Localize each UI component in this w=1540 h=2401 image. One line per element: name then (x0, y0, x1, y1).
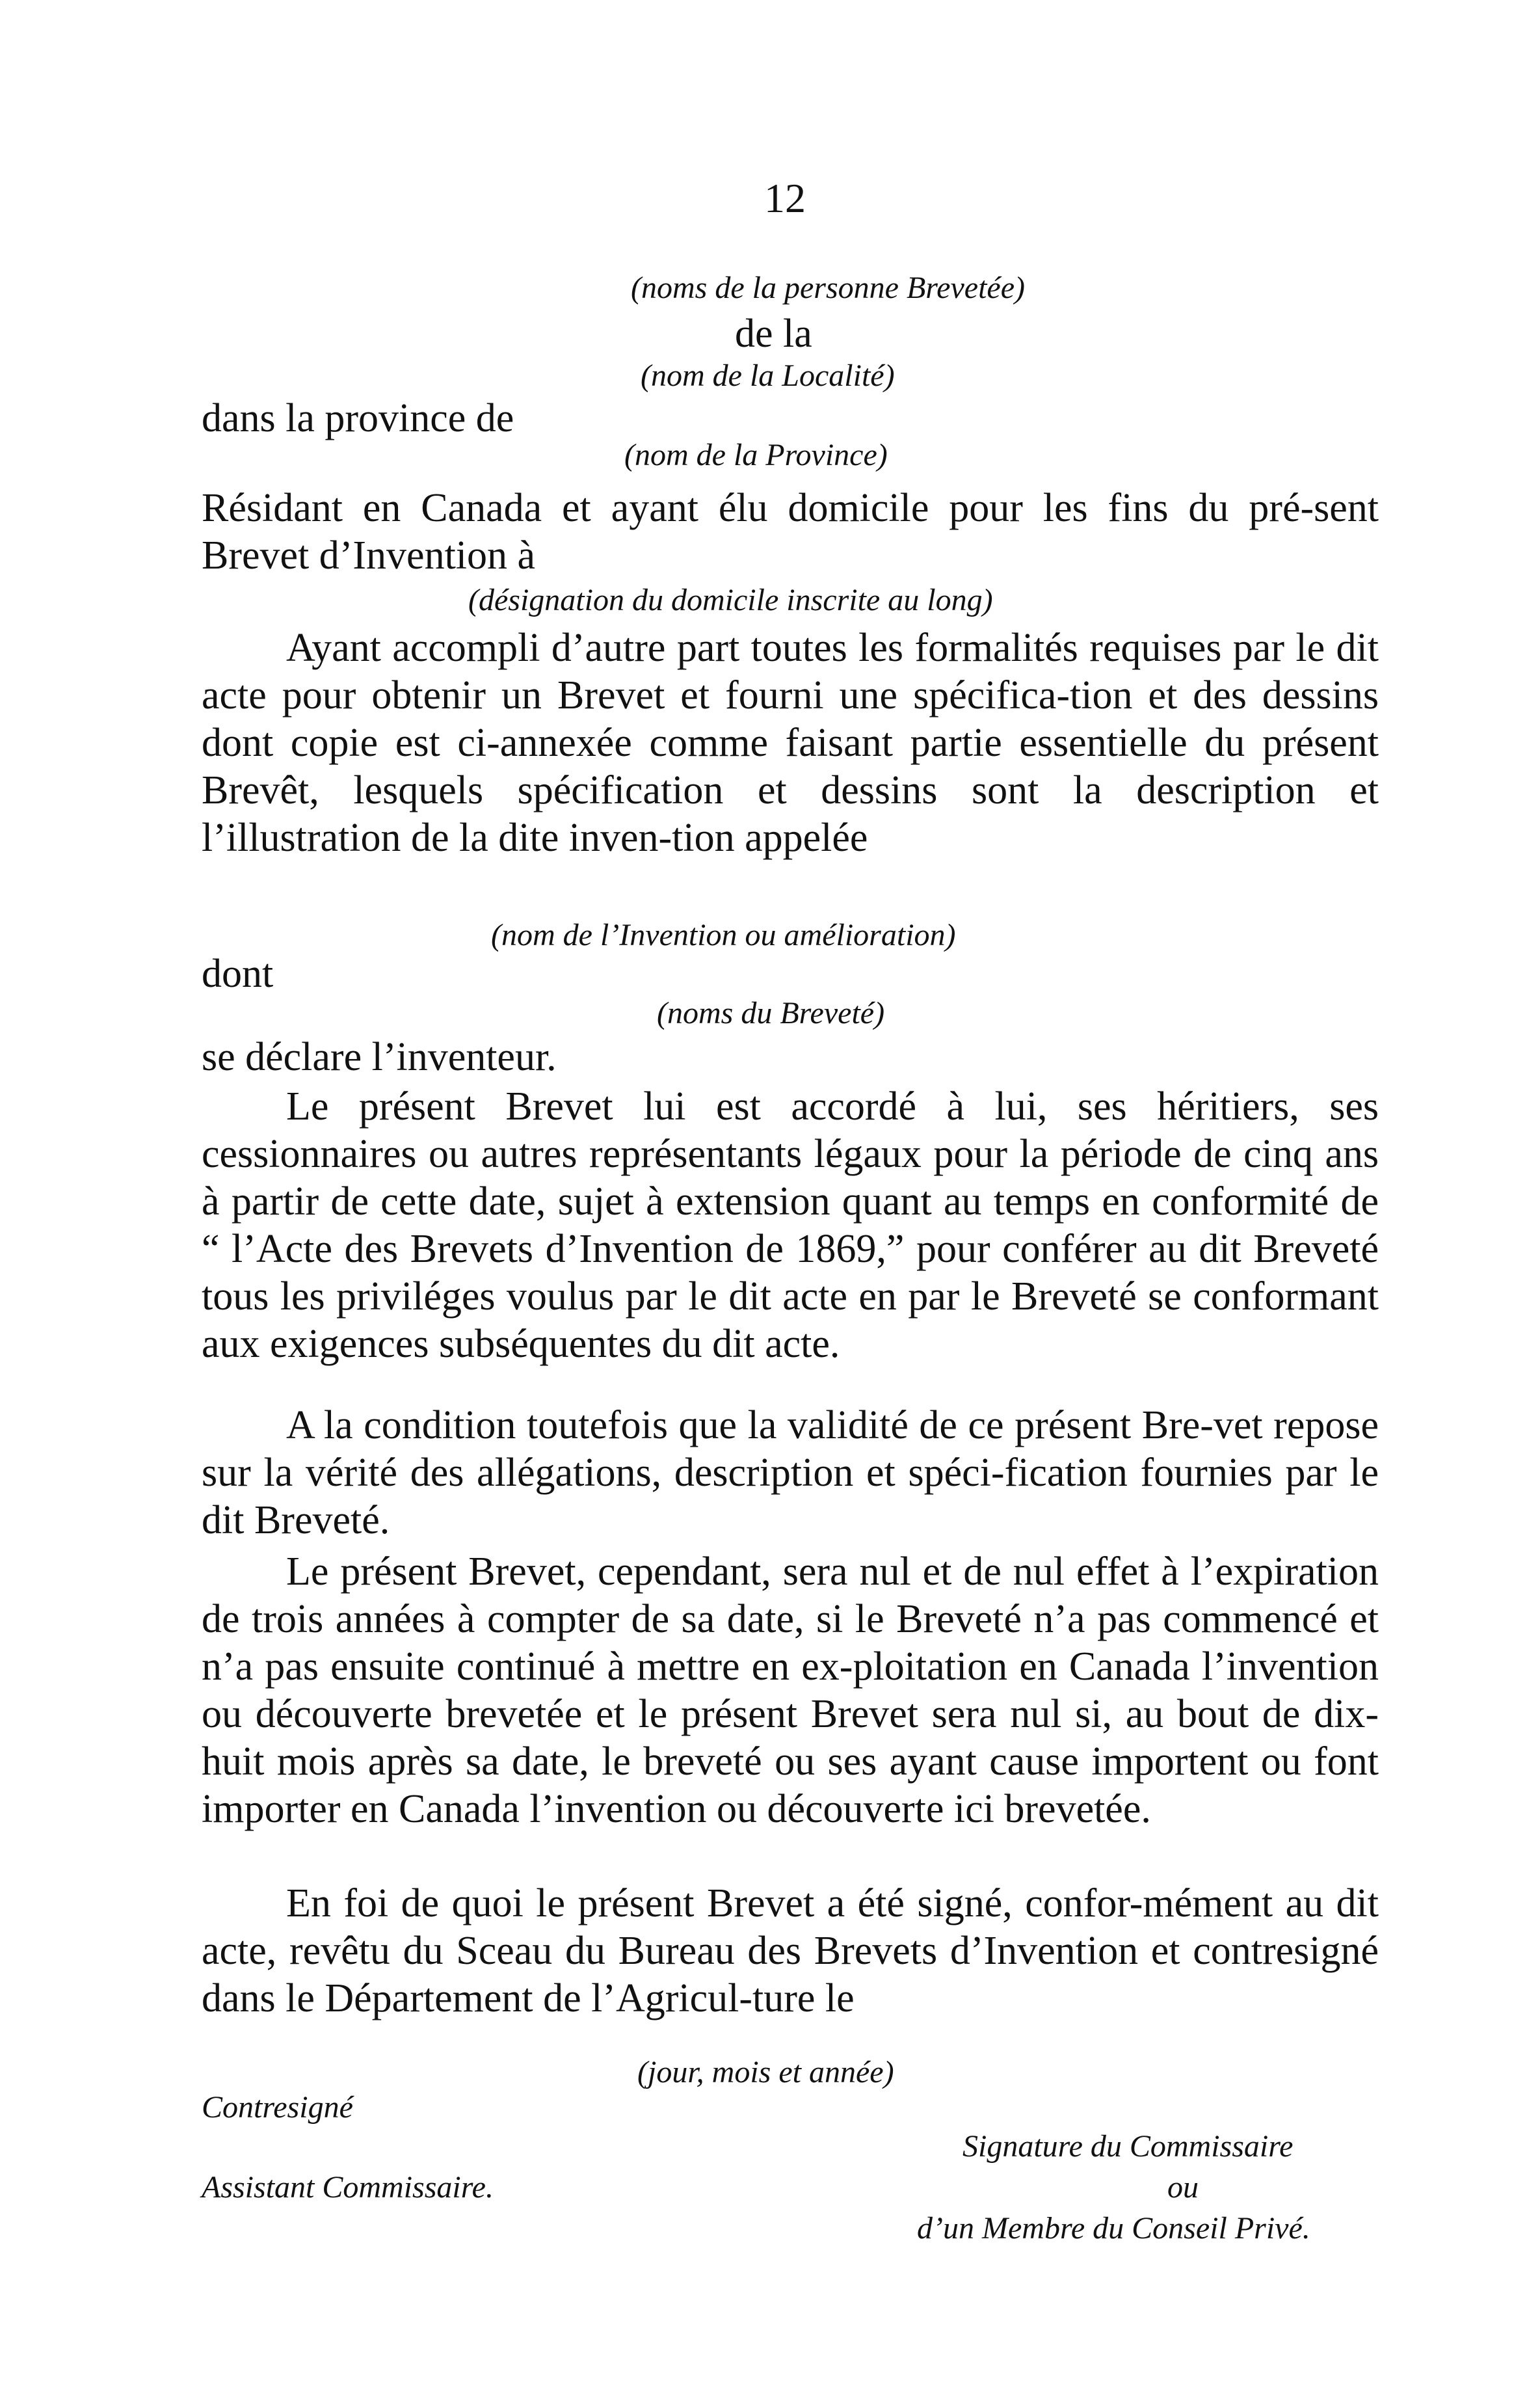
se-declare-text: se déclare l’inventeur. (202, 1035, 557, 1079)
paragraph-ayant-accompli: Ayant accompli d’autre part toutes les formalités requises par le dit acte pour obtenir un Brevet et fourni une spécifica-tion et des dessins dont copie est ci-annexée comme faisant partie essentielle du présent Brevêt, lesquels spécification et dessins sont la description et l’illustration de la dite inven-tion appelée (202, 626, 1379, 860)
invention-name-hint: (nom de l’Invention ou amélioration) (491, 918, 956, 952)
domicile-hint: (désignation du domicile inscrite au long) (468, 583, 993, 617)
ou-text: ou (1167, 2170, 1199, 2205)
commissioner-signature-line: Signature du Commissaire (962, 2129, 1294, 2164)
paragraph-le-present-brevet: Le présent Brevet lui est accordé à lui, ses héritiers, ses cessionnaires ou autres représentants légaux pour la période de cinq ans à partir de cette date, sujet à extension quant au temps en conformité de “ l’Acte des Brevets d’Invention de 1869,” pour conférer au dit Breveté tous les priviléges voulus par le dit acte en par le Breveté se conformant aux exigences subséquentes du dit acte. (202, 1084, 1379, 1366)
privy-council-member-line: d’un Membre du Conseil Privé. (917, 2211, 1310, 2246)
assistant-commissioner-label: Assistant Commissaire. (202, 2170, 494, 2205)
province-hint: (nom de la Province) (624, 438, 888, 472)
de-la-text: de la (735, 312, 812, 356)
locality-hint: (nom de la Localité) (641, 358, 895, 393)
paragraph-en-foi: En foi de quoi le présent Brevet a été signé, confor-mément au dit acte, revêtu du Sceau du Bureau des Brevets d’Invention et contresigné dans le Département de l’Agricul-ture le (202, 1881, 1379, 2020)
paragraph-condition: A la condition toutefois que la validité de ce présent Bre-vet repose sur la vérité des allégations, description et spéci-fication fournies par le dit Breveté. (202, 1403, 1379, 1542)
inventor-names-hint: (noms du Breveté) (657, 996, 885, 1030)
page-number: 12 (764, 175, 806, 221)
date-hint: (jour, mois et année) (637, 2055, 894, 2089)
dont-text: dont (202, 952, 274, 996)
patentee-names-hint: (noms de la personne Brevetée) (631, 271, 1025, 305)
province-label: dans la province de (202, 396, 514, 440)
contresigne-label: Contresigné (202, 2090, 353, 2125)
paragraph-nul-effet: Le présent Brevet, cependant, sera nul et de nul effet à l’expiration de trois années à compter de sa date, si le Breveté n’a pas commencé et n’a pas ensuite continué à mettre en ex-ploitation en Canada l’invention ou découverte brevetée et le présent Brevet sera nul si, au bout de dix-huit mois après sa date, le breveté ou ses ayant cause importent ou font importer en Canada l’invention ou découverte ici brevetée. (202, 1549, 1379, 1831)
residence-paragraph: Résidant en Canada et ayant élu domicile pour les fins du pré-sent Brevet d’Invention à (202, 486, 1379, 578)
